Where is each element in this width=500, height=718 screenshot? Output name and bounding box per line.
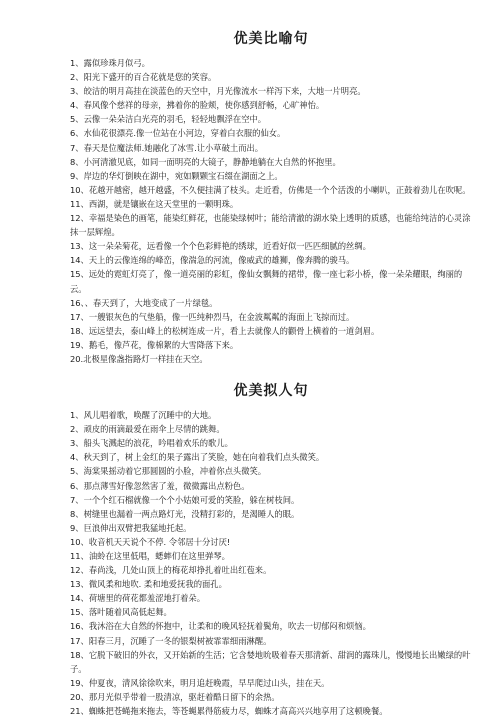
list-item: 21、蜘蛛把苍蝇拖来拖去，等苍蝇累得筋疲力尽，蜘蛛才高高兴兴地享用了这顿晚餐。 <box>70 706 388 717</box>
list-item: 13、这一朵朵菊花，远看像一个个色彩鲜艳的绣球，近看好似一匹匹细腻的丝绸。 <box>70 241 371 252</box>
list-item: 18、它脱下破旧的外衣，又开始新的生活；它含婪地吮吸着春天那清新、甜润的露珠儿，慢慢地长出嫩绿的叶子。 <box>70 649 471 674</box>
list-item: 12、幸福是染色的画笔，能染红鲜花，也能染绿树叶；能给清澈的湖水染上透明的质感，也能给纯洁的心灵涂抹一层辉煌。 <box>70 213 471 238</box>
list-item: 20、那月光似乎带着一股清凉，驱赶着酷日留下的余热。 <box>70 691 280 702</box>
list-item: 16、我沐浴在大自然的怀抱中，让柔和的晚风轻抚着鬓角，吹去一切郁闷和烦恼。 <box>70 621 371 632</box>
list-item: 1、露似珍珠月似弓。 <box>70 58 150 68</box>
list-item: 20.北极星像盏指路灯一样挂在天空。 <box>70 353 208 364</box>
list-item: 9、岸边的华灯倒映在湖中，宛如颗颗宝石缀在湖面之上。 <box>70 170 283 181</box>
list-item: 2、顽皮的雨滴最爱在雨伞上尽情的跳舞。 <box>70 424 225 435</box>
list-item: 3、船头飞溅起的浪花，吟唱着欢乐的歌儿。 <box>70 438 233 449</box>
list-item: 2、阳光下盛开的百合花就是您的笑容。 <box>70 72 217 83</box>
list-item: 11、油蛉在这里低唱，蟋蟀们在这里弹琴。 <box>70 551 230 561</box>
section-title-similes: 优美比喻句 <box>233 31 309 47</box>
list-item: 8、小河清澈见底，如同一面明亮的大镜子，静静地躺在大自然的怀抱里。 <box>70 156 341 167</box>
list-item: 16、、春天到了，大地变成了一片绿毯。 <box>70 297 218 308</box>
list-item: 10、花越开越密，越开越盛，不久便挂满了枝头。走近看，仿佛是一个个活泼的小喇叭，正鼓着劲儿在吹呢。 <box>70 184 471 195</box>
list-item: 10、收音机天天说个不停. 令邻居十分讨厌! <box>70 536 231 547</box>
personification-list <box>70 408 472 718</box>
list-item: 7、春天是位魔法师.她融化了冰雪.让小草破土而出。 <box>70 142 264 153</box>
list-item: 6、水仙花很漂亮.像一位站在小河边，穿着白衣服的仙女。 <box>70 128 286 139</box>
list-item: 9、巨浪伸出双臂把我猛地托起。 <box>70 522 192 533</box>
list-item: 19、鹅毛，像芦花，像棉絮的大雪降落下来。 <box>70 339 239 350</box>
section-title-personification: 优美拟人句 <box>233 383 309 400</box>
simile-list <box>70 56 472 366</box>
list-item: 13、微风柔和地吹. 柔和地爱抚我的面孔。 <box>70 579 227 590</box>
list-item: 18、远远望去，泰山峰上的松树连成一片，看上去就像人的颧骨上横着的一道剑眉。 <box>70 325 380 336</box>
list-item: 8、树缝里也漏着一两点路灯光，没精打彩的，是渴睡人的眼。 <box>70 508 300 519</box>
list-item: 7、一个个红石榴就像一个个小姑娘可爱的笑脸，躲在树枝间。 <box>70 494 300 505</box>
list-item: 15、落叶随着风高低起舞。 <box>70 607 172 618</box>
list-item: 5、海棠果摇动着它那圆圆的小脸，冲着你点头微笑。 <box>70 466 267 477</box>
list-item: 11、西湖，就是镶嵌在这天堂里的一颗明珠。 <box>70 198 239 209</box>
list-item: 14、荷塘里的荷花都羞涩地打着朵。 <box>70 593 206 604</box>
list-item: 19、仲夏夜，清风徐徐吹来，明月追赶晚霞，早早爬过山头，挂在天。 <box>70 677 330 688</box>
list-item: 17、阳春三月，沉睡了一冬的银梨树被霏霏细雨淋醒。 <box>70 635 272 646</box>
list-item: 3、皎洁的明月高挂在淡蓝色的天空中，月光像流水一样泻下来，大地一片明亮。 <box>70 86 366 97</box>
list-item: 1、风儿唱着歌，唤醒了沉睡中的大地。 <box>70 410 217 421</box>
list-item: 5、云像一朵朵洁白光亮的羽毛，轻轻地飘浮在空中。 <box>70 114 267 125</box>
list-item: 14、天上的云像连绵的峰峦，像湍急的河流，像威武的雄狮，像奔腾的骏马。 <box>70 255 355 266</box>
list-item: 12、春尚浅，几处山顶上的梅花却挣扎着吐出红苞来。 <box>70 565 272 576</box>
list-item: 4、春风像个慈祥的母亲，拂着你的脸颊，使你感到舒畅，心旷神怡。 <box>70 100 325 111</box>
list-item: 15、远处的霓虹灯亮了，像一道亮丽的彩虹，像仙女飘舞的裙带，像一座七彩小桥，像一朵朵耀眼，绚丽的云。 <box>70 269 463 294</box>
list-item: 4、秋天到了，树上金红的果子露出了笑脸，她在向着我们点头微笑。 <box>70 452 325 463</box>
list-item: 6、那点薄雪好像忽然害了羞，微微露出点粉色。 <box>70 480 250 491</box>
list-item: 17、一艘银灰色的气垫船，像一匹纯种烈马，在金波粼粼的海面上飞掠而过。 <box>70 311 355 322</box>
